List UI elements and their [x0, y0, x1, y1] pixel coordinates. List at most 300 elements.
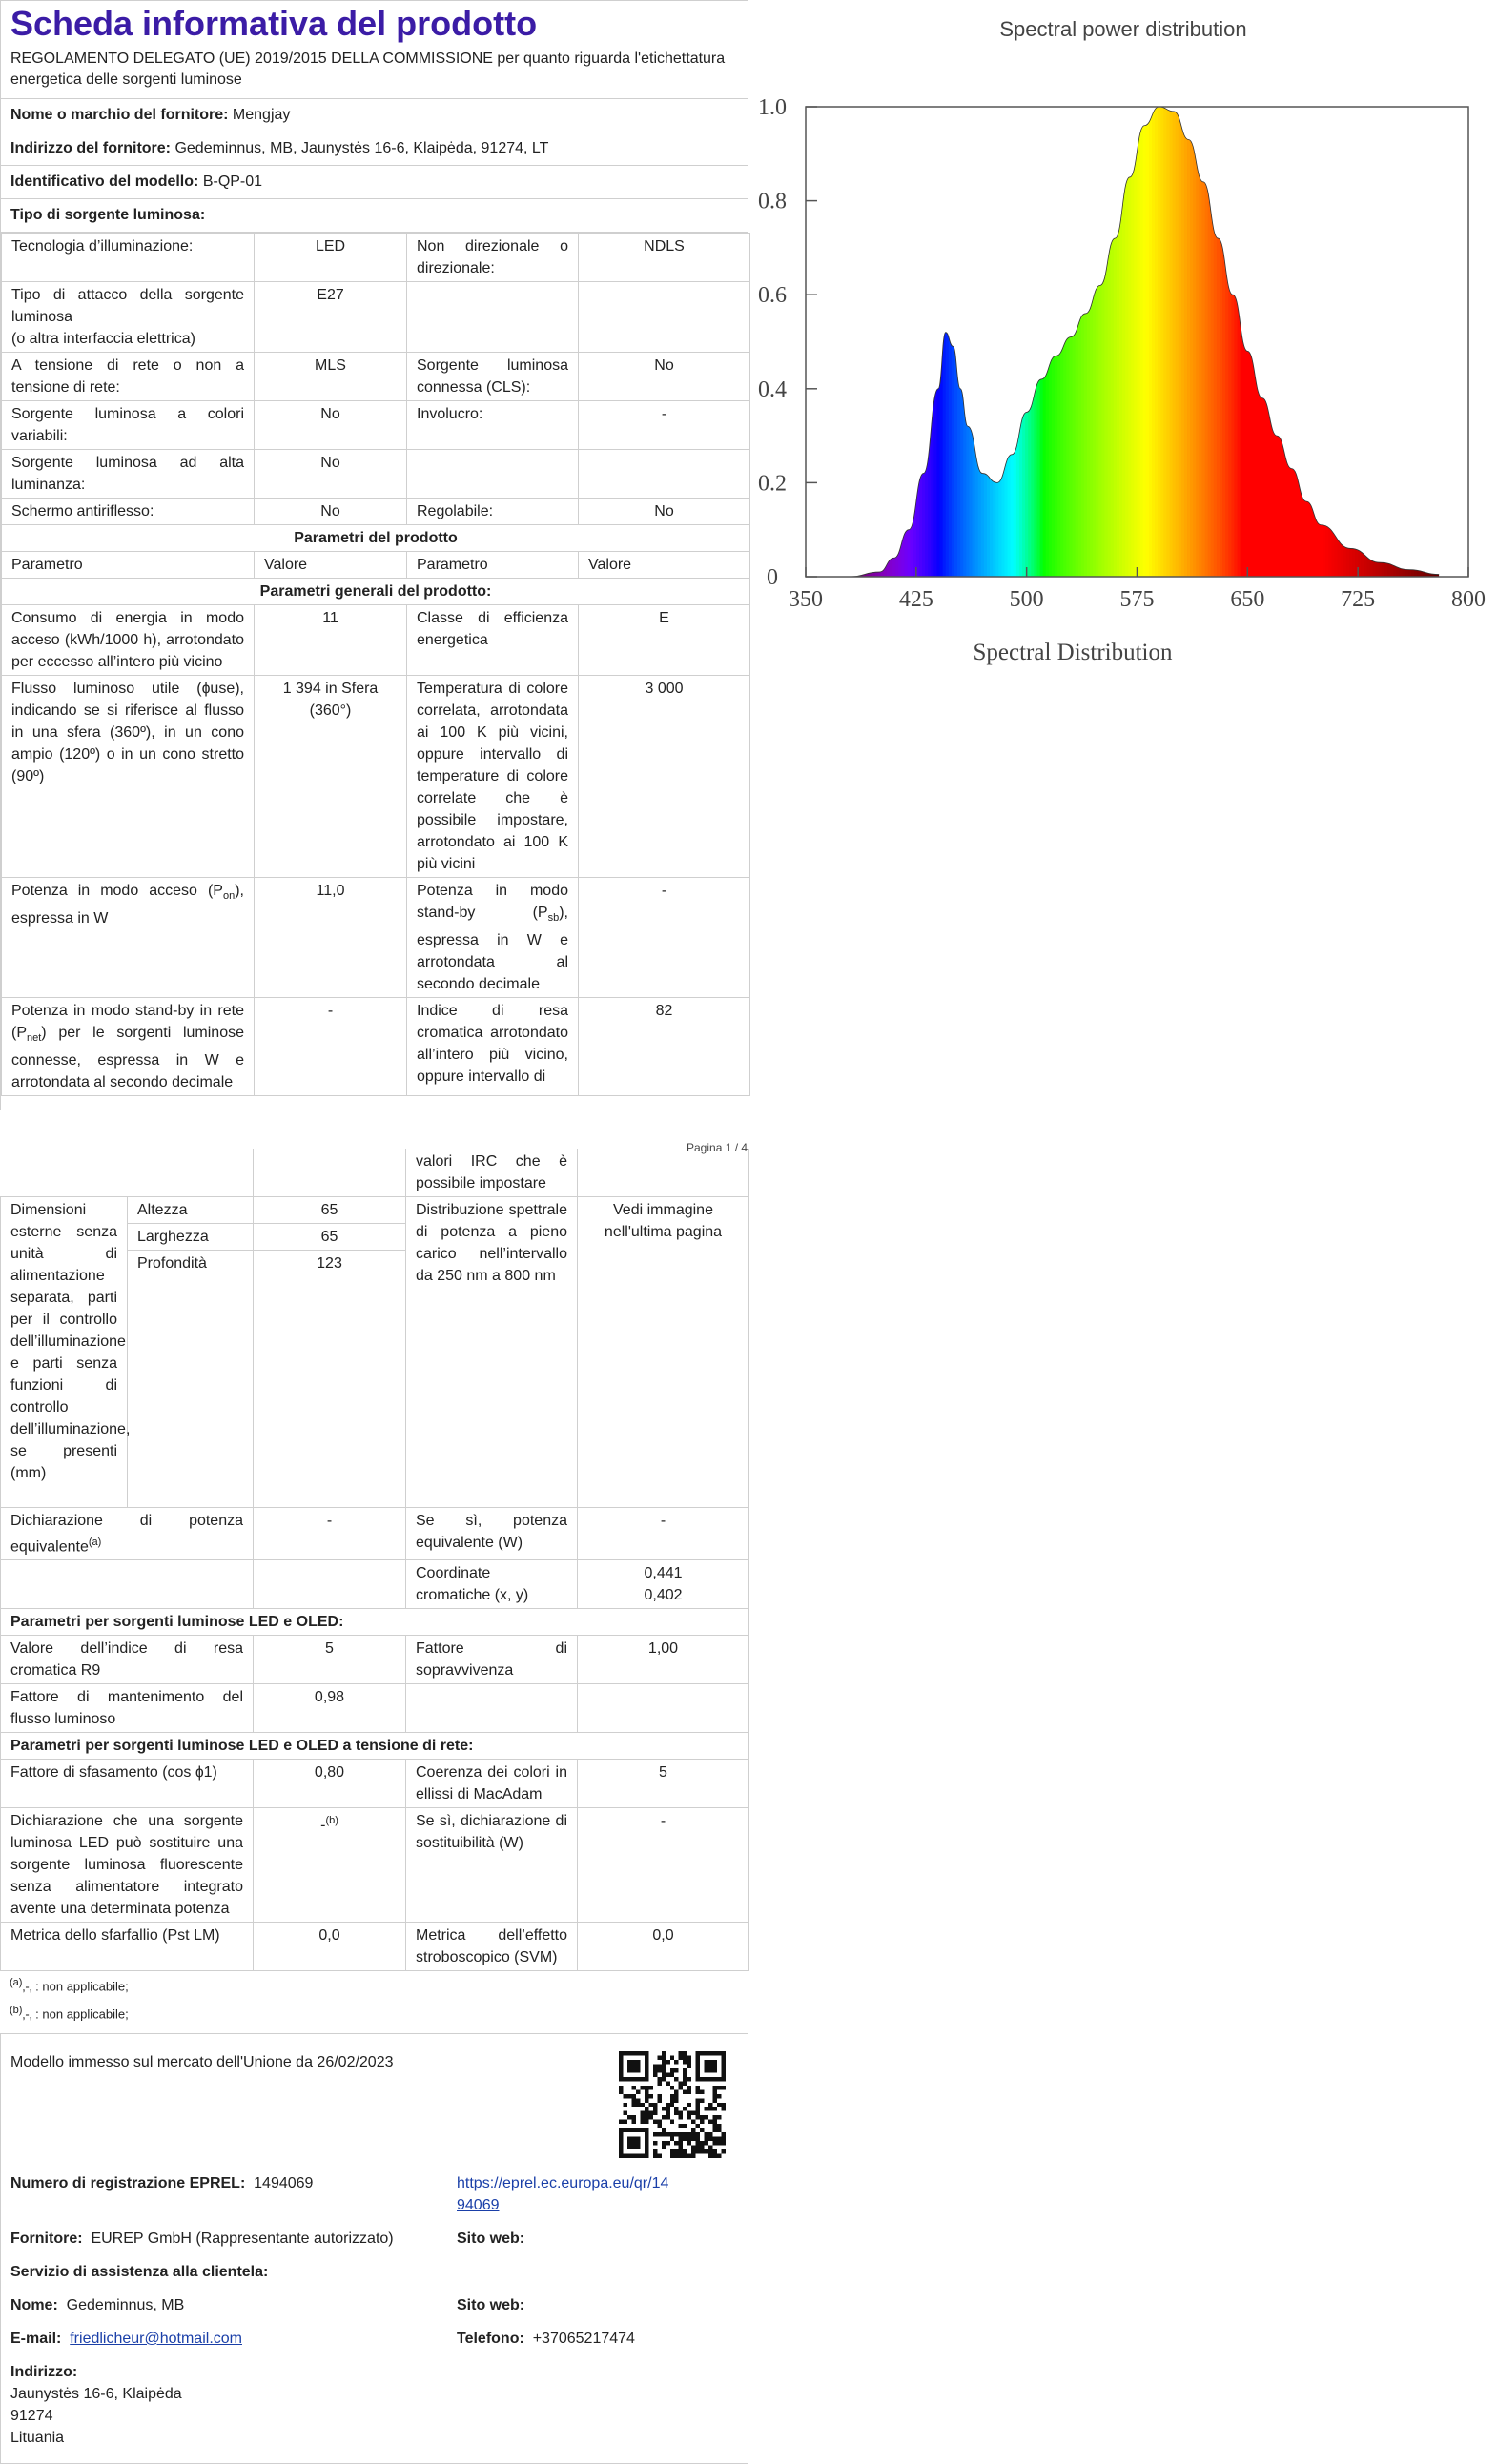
spectrum-strip: [1384, 107, 1388, 577]
param-name: Se sì, potenza equivalente (W): [406, 1508, 578, 1560]
datasheet-page-2: [0, 1141, 748, 2464]
qr-module: [619, 2055, 623, 2059]
spectrum-strip: [872, 107, 876, 577]
qr-code-icon[interactable]: [619, 2051, 726, 2158]
spectrum-strip: [1403, 107, 1406, 577]
table-row: [1, 1760, 749, 1808]
qr-module: [662, 2072, 666, 2076]
qr-module: [645, 2154, 648, 2158]
spectrum-strip: [1408, 107, 1412, 577]
spectrum-strip: [1328, 107, 1332, 577]
table-row: [1, 1560, 749, 1609]
eprel-link-line2[interactable]: 94069: [457, 2196, 500, 2213]
qr-module: [674, 2094, 678, 2098]
value-text: -: [320, 1817, 326, 1834]
spectrum-strip: [1323, 107, 1326, 577]
qr-module: [708, 2132, 712, 2136]
qr-module: [653, 2068, 657, 2072]
subscript: net: [27, 1032, 42, 1045]
address-label: Indirizzo:: [10, 2363, 78, 2380]
qr-module: [636, 2077, 640, 2081]
param-value: 0,98: [254, 1684, 406, 1733]
spectrum-strip: [1331, 107, 1335, 577]
qr-module: [627, 2154, 631, 2158]
spectrum-strip: [1438, 107, 1442, 577]
qr-module: [683, 2077, 687, 2081]
qr-module: [645, 2107, 648, 2110]
spectrum-strip: [892, 107, 896, 577]
qr-module: [687, 2115, 691, 2119]
qr-module: [683, 2060, 687, 2064]
qr-module: [696, 2060, 700, 2064]
spectrum-strip: [866, 107, 870, 577]
qr-module: [717, 2141, 721, 2145]
qr-module: [631, 2141, 635, 2145]
qr-module: [619, 2068, 623, 2072]
qr-module: [717, 2051, 721, 2055]
qr-module: [683, 2081, 687, 2085]
qr-module: [631, 2094, 635, 2098]
supplier-label: Nome o marchio del fornitore:: [10, 107, 229, 123]
qr-module: [691, 2154, 695, 2158]
qr-module: [679, 2132, 683, 2136]
qr-module: [631, 2064, 635, 2067]
eprel-link-line1[interactable]: https://eprel.ec.europa.eu/qr/14: [457, 2174, 669, 2191]
spectrum-strip: [1434, 107, 1438, 577]
param-name: [407, 450, 579, 499]
chroma-y: 0,402: [644, 1587, 683, 1604]
qr-module: [627, 2141, 631, 2145]
qr-module: [623, 2128, 626, 2132]
qr-module: [700, 2128, 704, 2132]
spectrum-strip: [878, 107, 882, 577]
qr-module: [662, 2107, 666, 2110]
param-value: 0,0: [254, 1923, 406, 1971]
param-value: NDLS: [579, 234, 750, 282]
qr-module: [674, 2068, 678, 2072]
qr-module: [653, 2149, 657, 2153]
param-name: Temperatura di colore correlata, arrotondata ai 100 K più vicini, oppure intervallo di temperature di colore correlate che è possibile impostare, arrotondato ai 100 K più vicini: [407, 676, 579, 878]
qr-module: [645, 2141, 648, 2145]
qr-module: [687, 2086, 691, 2089]
spectrum-strip: [869, 107, 872, 577]
qr-module: [691, 2120, 695, 2124]
param-name: Fattore di sopravvivenza: [406, 1636, 578, 1684]
spectrum-strip: [1341, 107, 1344, 577]
spectrum-strip: [1343, 107, 1347, 577]
footnote: [0, 1999, 748, 2026]
spectrum-strip: [1334, 107, 1338, 577]
column-header: Parametro: [2, 552, 255, 579]
qr-module: [645, 2089, 648, 2093]
param-value: -: [578, 1808, 749, 1923]
qr-module: [645, 2094, 648, 2098]
qr-module: [713, 2120, 717, 2124]
param-value: 1,00: [578, 1636, 749, 1684]
qr-module: [619, 2060, 623, 2064]
spectrum-strip: [1390, 107, 1394, 577]
qr-module: [653, 2072, 657, 2076]
qr-module: [717, 2094, 721, 2098]
spectrum-strip: [1317, 107, 1321, 577]
table-row: [2, 234, 750, 282]
param-value: 11: [255, 605, 407, 676]
address-line: 91274: [10, 2407, 53, 2424]
qr-module: [640, 2077, 644, 2081]
qr-module: [713, 2051, 717, 2055]
qr-module: [636, 2060, 640, 2064]
qr-module: [619, 2077, 623, 2081]
param-name: Dichiarazione che una sorgente luminosa LED può sostituire una sorgente luminosa fluorescente senza alimentatore integrato avente una determinata potenza: [1, 1808, 254, 1923]
qr-module: [623, 2094, 626, 2098]
table-row: [2, 998, 750, 1096]
qr-module: [619, 2137, 623, 2141]
param-name: A tensione di rete o non a tensione di rete:: [2, 353, 255, 401]
param-value: 5: [578, 1760, 749, 1808]
spectrum-strip: [1428, 107, 1432, 577]
qr-module: [657, 2068, 661, 2072]
qr-module: [662, 2055, 666, 2059]
qr-module: [674, 2098, 678, 2102]
qr-module: [619, 2072, 623, 2076]
qr-module: [691, 2111, 695, 2115]
qr-module: [717, 2086, 721, 2089]
spectrum-strip: [1414, 107, 1418, 577]
qr-module: [679, 2137, 683, 2141]
qr-module: [657, 2094, 661, 2098]
param-name: [407, 878, 579, 998]
eprel-link[interactable]: [457, 2172, 668, 2216]
qr-module: [670, 2103, 674, 2107]
qr-module: [631, 2128, 635, 2132]
qr-module: [687, 2089, 691, 2093]
spectrum-strip: [1349, 107, 1353, 577]
qr-module: [666, 2115, 669, 2119]
supplier-value: EUREP GmbH (Rappresentante autorizzato): [91, 2230, 394, 2247]
spectrum-strip: [904, 107, 908, 577]
spectrum-strip: [851, 107, 855, 577]
text-part: ) per le sorgenti luminose connesse, espressa in W e arrotondata al secondo decimale: [11, 1025, 244, 1091]
qr-module: [653, 2120, 657, 2124]
qr-module: [640, 2111, 644, 2115]
spectrum-strip: [884, 107, 888, 577]
qr-module: [705, 2141, 708, 2145]
qr-module: [708, 2146, 712, 2149]
qr-module: [645, 2086, 648, 2089]
qr-module: [631, 2077, 635, 2081]
param-value: -: [254, 1508, 406, 1560]
qr-module: [691, 2146, 695, 2149]
spectrum-strip: [1320, 107, 1323, 577]
param-name: [407, 282, 579, 353]
table-row: [2, 605, 750, 676]
param-value: 11,0: [255, 878, 407, 998]
qr-module: [666, 2111, 669, 2115]
qr-module: [687, 2137, 691, 2141]
dim-value: 65: [254, 1197, 406, 1224]
qr-module: [696, 2077, 700, 2081]
spectrum-strip: [1379, 107, 1383, 577]
qr-module: [683, 2137, 687, 2141]
qr-module: [705, 2068, 708, 2072]
qr-module: [705, 2137, 708, 2141]
qr-module: [648, 2103, 652, 2107]
qr-module: [645, 2051, 648, 2055]
qr-module: [670, 2068, 674, 2072]
qr-module: [653, 2132, 657, 2136]
table-row: [2, 353, 750, 401]
qr-module: [645, 2137, 648, 2141]
qr-module: [653, 2154, 657, 2158]
led-oled-label: Parametri per sorgenti luminose LED e OLED:: [1, 1609, 749, 1636]
param-value: [254, 1808, 406, 1923]
qr-module: [636, 2137, 640, 2141]
spectrum-strip: [1420, 107, 1424, 577]
qr-module: [657, 2081, 661, 2085]
table-row: [1, 1808, 749, 1923]
qr-module: [713, 2137, 717, 2141]
qr-module: [713, 2098, 717, 2102]
qr-module: [687, 2111, 691, 2115]
spectrum-strip: [1352, 107, 1356, 577]
footnote: [0, 1971, 748, 1998]
section-header: [1, 1609, 749, 1636]
param-name: Regolabile:: [407, 499, 579, 525]
qr-module: [705, 2064, 708, 2067]
qr-module: [666, 2103, 669, 2107]
y-tick-label: 0.2: [758, 471, 787, 497]
qr-module: [662, 2132, 666, 2136]
qr-module: [631, 2146, 635, 2149]
qr-module: [670, 2149, 674, 2153]
qr-module: [713, 2089, 717, 2093]
qr-module: [705, 2077, 708, 2081]
qr-module: [657, 2124, 661, 2128]
spectrum-strip: [890, 107, 893, 577]
y-tick-label: 0.4: [758, 377, 787, 402]
qr-module: [631, 2115, 635, 2119]
text-part: ), espressa in W e arrotondata al secondo decimale: [417, 905, 568, 993]
param-name: Schermo antiriflesso:: [2, 499, 255, 525]
param-value: E: [579, 605, 750, 676]
qr-module: [623, 2051, 626, 2055]
qr-module: [662, 2146, 666, 2149]
qr-module: [645, 2055, 648, 2059]
qr-module: [631, 2051, 635, 2055]
qr-module: [636, 2128, 640, 2132]
address-line: Jaunystės 16-6, Klaipėda: [10, 2385, 182, 2402]
qr-module: [683, 2124, 687, 2128]
param-value: 3 000: [579, 676, 750, 878]
qr-module: [657, 2120, 661, 2124]
qr-module: [670, 2086, 674, 2089]
qr-module: [623, 2111, 626, 2115]
email-link[interactable]: friedlicheur@hotmail.com: [70, 2330, 242, 2347]
qr-module: [619, 2064, 623, 2067]
qr-module: [657, 2132, 661, 2136]
qr-module: [700, 2149, 704, 2153]
qr-module: [666, 2060, 669, 2064]
qr-module: [670, 2132, 674, 2136]
param-name: Distribuzione spettrale di potenza a pieno carico nell’intervallo da 250 nm a 800 nm: [406, 1197, 578, 1508]
x-tick-label: 350: [789, 587, 823, 612]
qr-module: [666, 2141, 669, 2145]
product-params-label: Parametri del prodotto: [2, 525, 750, 552]
qr-module: [722, 2055, 726, 2059]
qr-module: [696, 2115, 700, 2119]
qr-module: [722, 2064, 726, 2067]
name-value: Gedeminnus, MB: [66, 2296, 185, 2313]
section-header: [2, 525, 750, 552]
qr-module: [653, 2141, 657, 2145]
name-row: [10, 2294, 184, 2316]
table-row: [1, 1636, 749, 1684]
x-tick-label: 800: [1451, 587, 1486, 612]
qr-module: [722, 2149, 726, 2153]
qr-module: [636, 2089, 640, 2093]
regulation-text: REGOLAMENTO DELEGATO (UE) 2019/2015 DELLA COMMISSIONE per quanto riguarda l'etichettatura energetica delle sorgenti luminose: [1, 47, 748, 99]
spectrum-strip: [887, 107, 891, 577]
text-part: Dichiarazione di potenza equivalente: [10, 1513, 243, 1556]
qr-module: [679, 2154, 683, 2158]
eprel-box: [0, 2033, 748, 2464]
qr-module: [623, 2154, 626, 2158]
phone-value: +37065217474: [532, 2330, 635, 2347]
param-name: Tecnologia d’illuminazione:: [2, 234, 255, 282]
spectrum-strip: [1382, 107, 1385, 577]
qr-module: [717, 2124, 721, 2128]
website-label: Sito web:: [457, 2296, 525, 2313]
qr-module: [679, 2086, 683, 2089]
qr-module: [631, 2103, 635, 2107]
supplier-value: Mengjay: [232, 107, 291, 123]
led-mains-label: Parametri per sorgenti luminose LED e OLED a tensione di rete:: [1, 1733, 749, 1760]
qr-module: [623, 2077, 626, 2081]
qr-module: [683, 2132, 687, 2136]
qr-module: [662, 2077, 666, 2081]
phone-row: [457, 2328, 635, 2350]
qr-module: [619, 2051, 623, 2055]
param-name: Flusso luminoso utile (ɸuse), indicando se si riferisce al flusso in una sfera (360º), in un cono ampio (120º) o in un cono stretto (90º): [2, 676, 255, 878]
qr-module: [657, 2154, 661, 2158]
parameters-table: [1, 233, 750, 1096]
spectrum-strip: [875, 107, 879, 577]
param-value: LED: [255, 234, 407, 282]
qr-module: [674, 2154, 678, 2158]
qr-module: [657, 2077, 661, 2081]
table-row: [2, 450, 750, 499]
param-name: Indice di resa cromatica arrotondato all’intero più vicino, oppure intervallo di: [407, 998, 579, 1096]
qr-module: [619, 2141, 623, 2145]
spectrum-strip: [1366, 107, 1370, 577]
section-header: [1, 1733, 749, 1760]
param-name: [406, 1684, 578, 1733]
qr-module: [627, 2094, 631, 2098]
qr-module: [645, 2115, 648, 2119]
spectrum-strip: [1361, 107, 1364, 577]
qr-module: [717, 2115, 721, 2119]
qr-module: [708, 2064, 712, 2067]
qr-module: [683, 2055, 687, 2059]
qr-module: [679, 2124, 683, 2128]
qr-module: [683, 2149, 687, 2153]
qr-module: [713, 2141, 717, 2145]
qr-module: [705, 2149, 708, 2153]
qr-module: [631, 2154, 635, 2158]
x-tick-label: 650: [1230, 587, 1265, 612]
qr-module: [679, 2111, 683, 2115]
qr-module: [713, 2107, 717, 2110]
qr-module: [627, 2060, 631, 2064]
qr-module: [700, 2089, 704, 2093]
dim-value: 65: [254, 1224, 406, 1251]
spectrum-strip: [901, 107, 905, 577]
qr-module: [640, 2120, 644, 2124]
qr-module: [636, 2051, 640, 2055]
y-tick-label: 0.6: [758, 283, 787, 309]
spectrum-strip: [1444, 107, 1447, 577]
qr-module: [670, 2094, 674, 2098]
param-value: E27: [255, 282, 407, 353]
qr-module: [640, 2051, 644, 2055]
table-row: [2, 282, 750, 353]
qr-module: [674, 2107, 678, 2110]
qr-module: [645, 2120, 648, 2124]
eprel-reg-value: 1494069: [254, 2174, 314, 2191]
qr-module: [717, 2103, 721, 2107]
qr-module: [696, 2149, 700, 2153]
qr-module: [700, 2077, 704, 2081]
qr-module: [696, 2137, 700, 2141]
x-tick-label: 575: [1119, 587, 1155, 612]
table-row: [1, 1923, 749, 1971]
qr-module: [708, 2149, 712, 2153]
qr-module: [662, 2060, 666, 2064]
param-value: 0,80: [254, 1760, 406, 1808]
qr-module: [627, 2051, 631, 2055]
qr-module: [631, 2098, 635, 2102]
param-name: Fattore di sfasamento (cos ɸ1): [1, 1760, 254, 1808]
qr-module: [696, 2141, 700, 2145]
text-part: Potenza in modo stand-by in rete (P: [11, 1003, 244, 1042]
empty-cell: [578, 1149, 749, 1197]
qr-module: [700, 2098, 704, 2102]
empty-cell: [1, 1149, 254, 1197]
qr-module: [662, 2068, 666, 2072]
qr-module: [679, 2141, 683, 2145]
model-row: [1, 166, 748, 199]
qr-module: [691, 2128, 695, 2132]
qr-module: [722, 2086, 726, 2089]
qr-module: [696, 2111, 700, 2115]
param-value: -: [578, 1508, 749, 1560]
spectrum-strip: [1346, 107, 1350, 577]
qr-module: [645, 2068, 648, 2072]
qr-module: [696, 2064, 700, 2067]
qr-module: [674, 2089, 678, 2093]
param-name: Coerenza dei colori in ellissi di MacAdam: [406, 1760, 578, 1808]
qr-module: [674, 2111, 678, 2115]
qr-module: [645, 2064, 648, 2067]
qr-module: [683, 2051, 687, 2055]
param-name: [2, 282, 255, 353]
chroma-x: 0,441: [644, 1565, 683, 1582]
qr-module: [627, 2137, 631, 2141]
section-header: [2, 579, 750, 605]
spectrum-strip: [1405, 107, 1409, 577]
qr-module: [696, 2068, 700, 2072]
supplier-row: [1, 99, 748, 132]
